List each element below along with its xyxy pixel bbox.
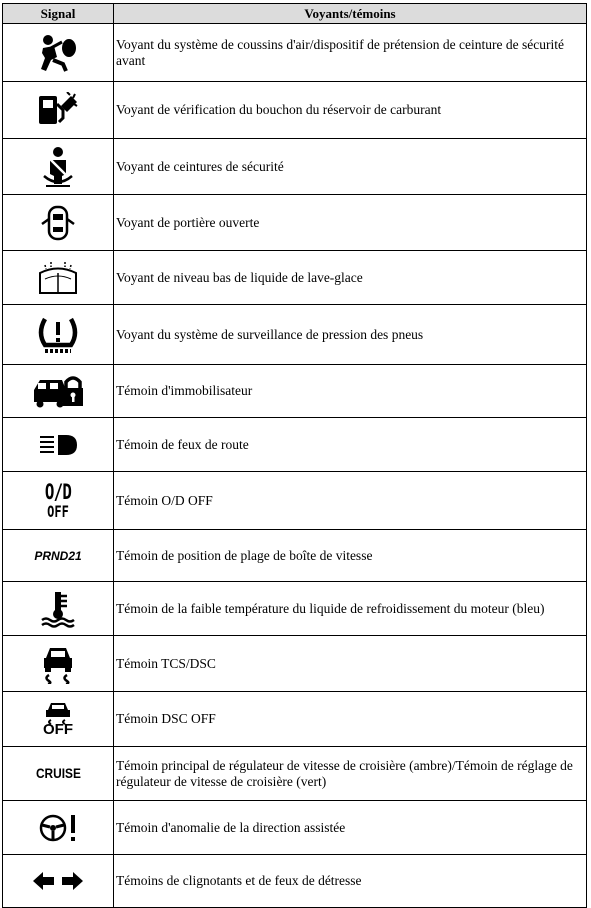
table-row bbox=[3, 636, 587, 692]
row-description: Témoin d'anomalie de la direction assistée bbox=[114, 801, 587, 855]
od-off-icon-bottom: OFF bbox=[47, 501, 69, 521]
row-description: Témoin principal de régulateur de vitesse de croisière (ambre)/Témoin de réglage de régulateur de vitesse de croisière (vert) bbox=[114, 747, 587, 801]
table-row bbox=[3, 472, 587, 530]
row-description: Voyant de ceintures de sécurité bbox=[114, 139, 587, 195]
row-description: Témoin DSC OFF bbox=[114, 692, 587, 747]
gear-position-icon: PRND21 bbox=[34, 548, 82, 563]
table-row bbox=[3, 582, 587, 636]
table-row bbox=[3, 418, 587, 472]
door-ajar-icon bbox=[40, 205, 76, 241]
row-description: Voyant de vérification du bouchon du réservoir de carburant bbox=[114, 82, 587, 139]
washer-fluid-icon bbox=[37, 261, 79, 295]
tire-pressure-icon bbox=[35, 315, 81, 355]
header-row bbox=[3, 4, 587, 24]
seat-belt-icon bbox=[38, 146, 78, 188]
table-row bbox=[3, 195, 587, 251]
header-signal: Signal bbox=[3, 4, 114, 24]
row-description: Témoin de position de plage de boîte de vitesse bbox=[114, 530, 587, 582]
table-row bbox=[3, 24, 587, 82]
table-row bbox=[3, 82, 587, 139]
power-steering-icon bbox=[38, 811, 78, 845]
row-description: Voyant de portière ouverte bbox=[114, 195, 587, 251]
table-row bbox=[3, 365, 587, 418]
header-description: Voyants/témoins bbox=[114, 4, 587, 24]
table-row bbox=[3, 251, 587, 305]
fuel-cap-check-icon bbox=[37, 92, 79, 128]
table-row bbox=[3, 692, 587, 747]
table-row bbox=[3, 801, 587, 855]
table-row bbox=[3, 305, 587, 365]
od-off-icon-top: O/D bbox=[44, 479, 72, 504]
dsc-off-icon-label: OFF bbox=[43, 721, 73, 738]
table-row bbox=[3, 855, 587, 908]
cruise-icon: CRUISE bbox=[35, 764, 81, 781]
tcs-dsc-icon bbox=[40, 644, 76, 684]
row-description: Témoins de clignotants et de feux de détresse bbox=[114, 855, 587, 908]
immobilizer-icon bbox=[32, 374, 84, 408]
row-description: Témoin d'immobilisateur bbox=[114, 365, 587, 418]
table-row bbox=[3, 747, 587, 801]
row-description: Témoin TCS/DSC bbox=[114, 636, 587, 692]
row-description: Voyant du système de surveillance de pression des pneus bbox=[114, 305, 587, 365]
coolant-temperature-icon bbox=[40, 590, 76, 628]
od-off-icon bbox=[3, 479, 113, 521]
row-description: Témoin de feux de route bbox=[114, 418, 587, 472]
table-row bbox=[3, 530, 587, 582]
dsc-off-icon bbox=[3, 701, 113, 737]
row-description: Voyant du système de coussins d'air/dispositif de prétension de ceinture de sécurité avant bbox=[114, 24, 587, 82]
airbag-seatbelt-pretensioner-icon bbox=[37, 33, 79, 73]
row-description: Voyant de niveau bas de liquide de lave-glace bbox=[114, 251, 587, 305]
high-beam-icon bbox=[38, 433, 78, 457]
warning-lights-table bbox=[2, 3, 587, 908]
turn-signal-icon bbox=[31, 871, 85, 891]
table-row bbox=[3, 139, 587, 195]
row-description: Témoin de la faible température du liquide de refroidissement du moteur (bleu) bbox=[114, 582, 587, 636]
row-description: Témoin O/D OFF bbox=[114, 472, 587, 530]
